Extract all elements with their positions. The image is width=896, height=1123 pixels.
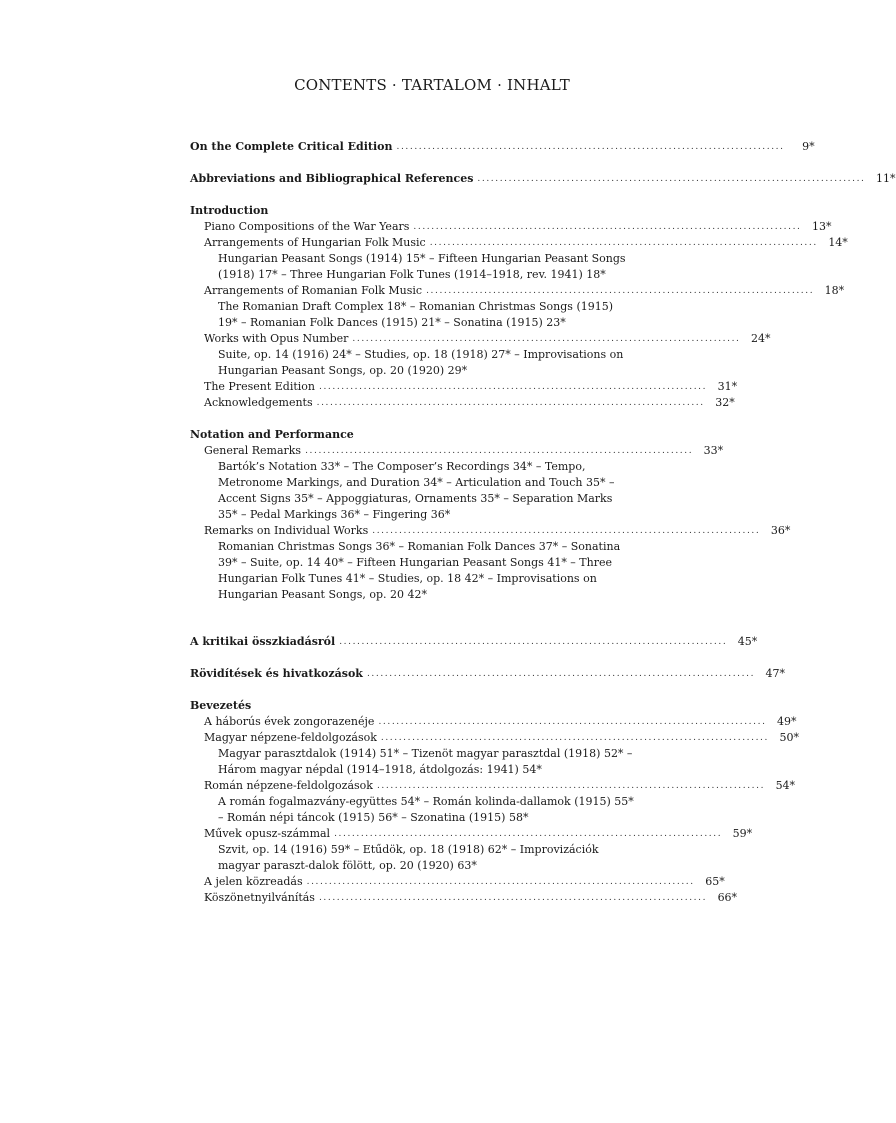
dot-leader: ....................................................................................... [306, 877, 695, 887]
toc-entry-label: Köszönetnyilvánítás [204, 891, 315, 904]
toc-page-number: 66* [717, 891, 738, 904]
toc-subentries: The Romanian Draft Complex 18* – Romanian Christmas Songs (1915) 19* – Romanian Folk Dances (1915) 21* – Sonatina (1915) 23* [218, 300, 614, 329]
toc-entry-koszonet[interactable] [190, 890, 738, 906]
dot-leader: ....................................................................................... [319, 382, 708, 392]
toc-entry-romanian-folk[interactable] [190, 283, 845, 299]
toc-entry-label: Arrangements of Hungarian Folk Music [204, 236, 426, 249]
section-heading-bevezetes: Bevezetés [190, 699, 252, 712]
dot-leader: ....................................................................................... [378, 717, 767, 727]
toc-entry-opusz[interactable] [190, 826, 753, 842]
toc-page-number: 9* [802, 140, 815, 153]
toc-entry-jelen[interactable] [190, 874, 725, 890]
toc-subentries: A román fogalmazvány-együttes 54* – Román kolinda-dallamok (1915) 55* – Román népi táncok (1915) 56* – Szonatina (1915) 58* [218, 795, 634, 824]
toc-entry-acknowledgements[interactable] [190, 395, 735, 411]
toc-entry-label: Magyar népzene-feldolgozások [204, 731, 377, 744]
toc-entry-piano-war-years[interactable] [190, 219, 832, 235]
toc-entry-kritikai[interactable] [190, 634, 758, 650]
dot-leader: ....................................................................................... [376, 781, 766, 791]
toc-page-number: 54* [775, 779, 796, 792]
page-title: CONTENTS · TARTALOM · INHALT [294, 76, 570, 94]
toc-entry-roman[interactable] [190, 778, 796, 794]
dot-leader: ....................................................................................... [429, 238, 818, 248]
dot-leader: ....................................................................................... [380, 733, 769, 743]
toc-entry-individual-works[interactable] [190, 523, 791, 539]
toc-page-number: 14* [828, 236, 848, 249]
toc-page-number: 50* [779, 731, 799, 744]
toc-entry-label: On the Complete Critical Edition [190, 140, 393, 153]
toc-page-number: 33* [703, 444, 724, 457]
section-heading-notation: Notation and Performance [190, 428, 354, 441]
toc-entry-abbreviations[interactable] [190, 171, 896, 187]
toc-entry-label: Piano Compositions of the War Years [204, 220, 410, 233]
toc-page-number: 47* [765, 667, 786, 680]
toc-subentries: Hungarian Peasant Songs (1914) 15* – Fifteen Hungarian Peasant Songs (1918) 17* – Three Hungarian Folk Tunes (1914–1918, rev. 1941) 18* [218, 252, 626, 281]
toc-page-number: 18* [824, 284, 845, 297]
toc-page-number: 45* [737, 635, 758, 648]
toc-subentries: Bartók’s Notation 33* – The Composer’s Recordings 34* – Tempo, Metronome Markings, and Duration 34* – Articulation and Touch 35* – Accent Signs 35* – Appoggiaturas, Ornaments 35* – Separation Marks 35* – Pedal Markings 36* – Fingering 36* [218, 460, 615, 521]
toc-page-number: 49* [777, 715, 797, 728]
toc-entry-label: Arrangements of Romanian Folk Music [204, 284, 423, 297]
toc-entry-haborus[interactable] [190, 714, 797, 730]
toc-entry-label: Remarks on Individual Works [204, 524, 369, 537]
dot-leader: ....................................................................................... [305, 446, 694, 456]
toc-page-number: 32* [715, 396, 735, 409]
toc-entry-label: General Remarks [204, 444, 302, 457]
toc-page-number: 36* [770, 524, 791, 537]
dot-leader: ....................................................................................... [413, 222, 802, 232]
toc-entry-label: Acknowledgements [204, 396, 313, 409]
toc-entry-label: Works with Opus Number [204, 332, 349, 345]
toc-page-number: 59* [732, 827, 753, 840]
toc-page-number: 13* [812, 220, 832, 233]
toc-entry-label: A kritikai összkiadásról [190, 635, 336, 648]
toc-entry-present-edition[interactable] [190, 379, 738, 395]
toc-entry-general-remarks[interactable] [190, 443, 724, 459]
dot-leader: ....................................................................................... [396, 142, 785, 152]
dot-leader: ....................................................................................... [372, 526, 761, 536]
toc-subentries: Magyar parasztdalok (1914) 51* – Tizenöt magyar parasztdal (1918) 52* – Három magyar népdal (1914–1918, átdolgozás: 1941) 54* [218, 747, 633, 776]
toc-subentries: Szvit, op. 14 (1916) 59* – Etűdök, op. 18 (1918) 62* – Improvizációk magyar paraszt-dalok fölött, op. 20 (1920) 63* [218, 843, 599, 872]
toc-page-number: 24* [751, 332, 771, 345]
dot-leader: ....................................................................................... [352, 334, 741, 344]
toc-page-number: 11* [876, 172, 896, 185]
dot-leader: ....................................................................................... [426, 286, 815, 296]
section-heading-introduction: Introduction [190, 204, 269, 217]
toc-entry-rovidites[interactable] [190, 666, 786, 682]
toc-entry-complete-edition[interactable] [190, 139, 815, 155]
dot-leader: ....................................................................................... [316, 398, 705, 408]
toc-entry-label: Abbreviations and Bibliographical References [190, 172, 474, 185]
table-of-contents [190, 139, 896, 906]
toc-entry-label: Rövidítések és hivatkozások [190, 667, 363, 680]
toc-entry-label: The Present Edition [204, 380, 315, 393]
dot-leader: ....................................................................................... [366, 669, 756, 679]
toc-page-number: 31* [717, 380, 738, 393]
toc-subentries: Romanian Christmas Songs 36* – Romanian Folk Dances 37* – Sonatina 39* – Suite, op. 14 40* – Fifteen Hungarian Peasant Songs 41* – Three Hungarian Folk Tunes 41* – Studies, op. 18 42* – Improvisations on Hungarian Peasant Songs, op. 20 42* [218, 540, 621, 601]
toc-entry-opus-works[interactable] [190, 331, 771, 347]
toc-entry-label: A jelen közreadás [204, 875, 303, 888]
dot-leader: ....................................................................................... [477, 174, 866, 184]
toc-subentries: Suite, op. 14 (1916) 24* – Studies, op. 18 (1918) 27* – Improvisations on Hungarian Peasant Songs, op. 20 (1920) 29* [218, 348, 624, 377]
toc-entry-label: Művek opusz-számmal [204, 827, 331, 840]
toc-entry-label: Román népzene-feldolgozások [204, 779, 373, 792]
toc-entry-hungarian-folk[interactable] [190, 235, 848, 251]
toc-page-number: 65* [705, 875, 725, 888]
dot-leader: ....................................................................................... [339, 637, 728, 647]
toc-entry-label: A háborús évek zongorazenéje [204, 715, 375, 728]
dot-leader: ....................................................................................... [318, 893, 708, 903]
toc-entry-magyar[interactable] [190, 730, 799, 746]
dot-leader: ....................................................................................... [334, 829, 723, 839]
